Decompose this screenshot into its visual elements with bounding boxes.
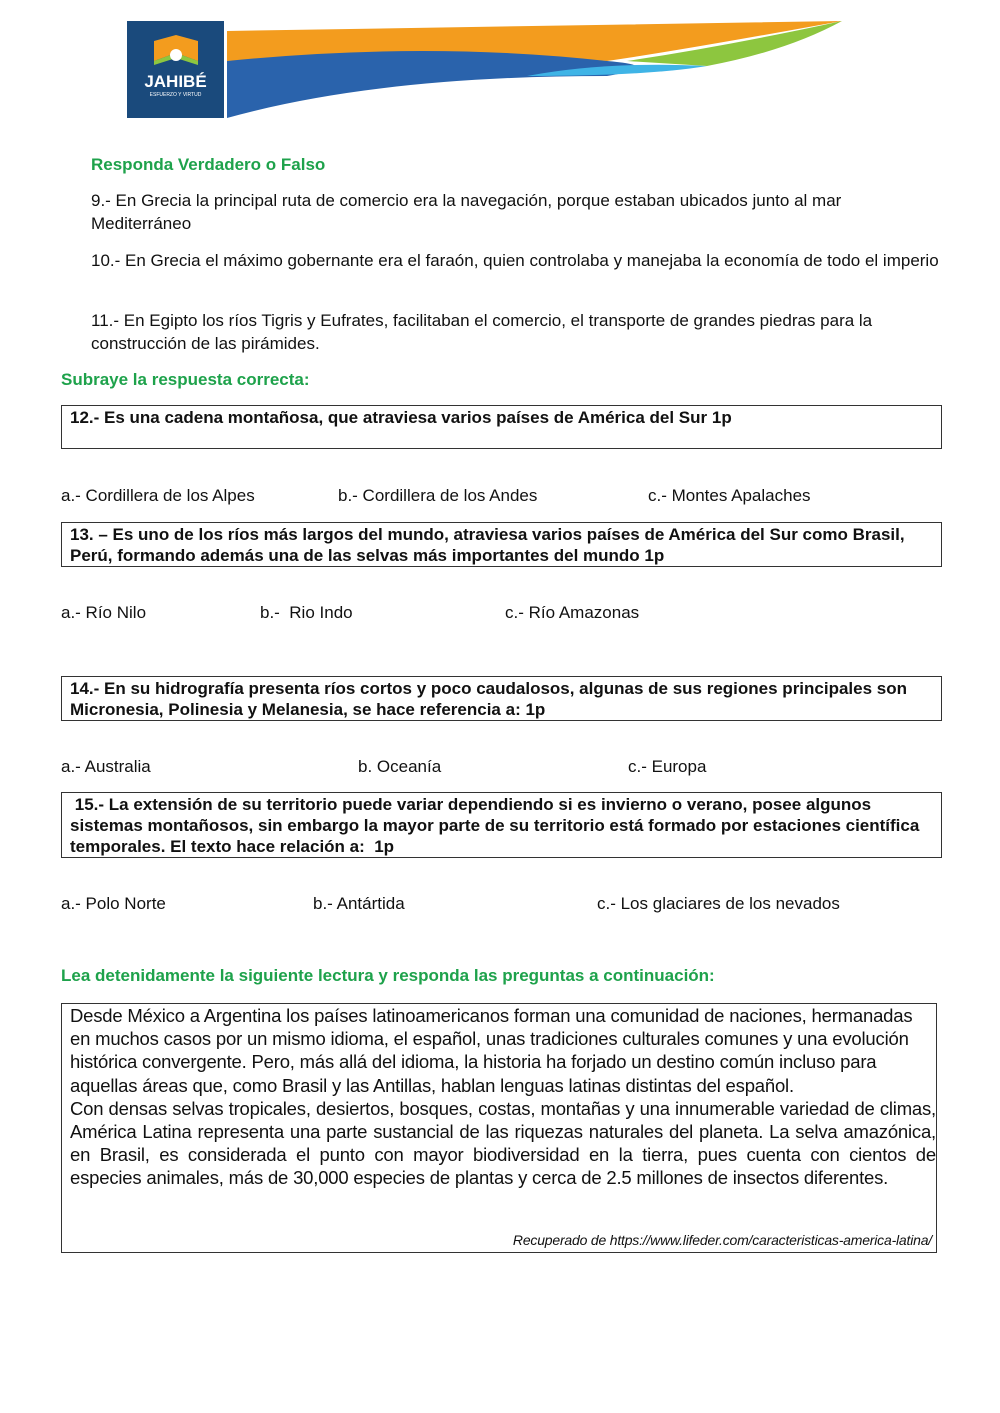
section-title-true-false: Responda Verdadero o Falso [91, 155, 326, 174]
header-banner [127, 21, 842, 118]
reading-paragraph: Con densas selvas tropicales, desiertos, bosques, costas, montañas y una innumerable variedad de climas, América Latina representa una parte sustancial de las riquezas naturales del planeta. La selva amazónica, en Brasil, es considerada el punto con mayor biodiversidad en la tierra, pues cuenta con cientos de especies animales, más de 30,000 especies de plantas y cerca de 2.5 millones de insectos diferentes. [70, 1097, 936, 1189]
source-citation: Recuperado de https://www.lifeder.com/caracteristicas-america-latina/ [512, 1231, 932, 1248]
question-box-15: 15.- La extensión de su territorio puede variar dependiendo si es invierno o verano, posee algunos sistemas montañosos, sin embargo la mayor parte de su territorio está formado por estaciones científica temporales. El texto hace relación a: 1p [61, 792, 942, 858]
reading-paragraph: Desde México a Argentina los países latinoamericanos forman una comunidad de naciones, hermanadas en muchos casos por un mismo idioma, el español, unas tradiciones culturales comunes y una evolución histórica convergente. Pero, más allá del idioma, la historia ha forjado un destino común incluso para aquellas áreas que, como Brasil y las Antillas, hablan lenguas latinas distintas del español. [70, 1005, 913, 1096]
answer-option[interactable]: c.- Los glaciares de los nevados [597, 894, 840, 913]
answer-option[interactable]: b.- Cordillera de los Andes [338, 486, 538, 505]
logo-text: JAHIBÉ [144, 72, 207, 91]
section-title-underline: Subraye la respuesta correcta: [61, 370, 310, 389]
reading-passage-box [61, 1003, 937, 1253]
true-false-item: 11.- En Egipto los ríos Tigris y Eufrates, facilitaban el comercio, el transporte de grandes piedras para la construcción de las pirámides. [91, 311, 873, 353]
section-title-reading: Lea detenidamente la siguiente lectura y responda las preguntas a continuación: [61, 966, 715, 985]
book-sun-icon [146, 31, 206, 71]
answer-option[interactable]: a.- Cordillera de los Alpes [61, 486, 255, 505]
answer-option[interactable]: c.- Europa [628, 757, 707, 776]
answer-option[interactable]: a.- Río Nilo [61, 603, 147, 622]
question-box-13: 13. – Es uno de los ríos más largos del mundo, atraviesa varios países de América del Sur como Brasil, Perú, formando además una de las selvas más importantes del mundo 1p [61, 522, 942, 567]
decorative-waves [227, 21, 842, 118]
true-false-item: 9.- En Grecia la principal ruta de comercio era la navegación, porque estaban ubicados junto al mar Mediterráneo [91, 191, 842, 233]
answer-option[interactable]: b. Oceanía [358, 757, 442, 776]
answer-option[interactable]: a.- Polo Norte [61, 894, 166, 913]
answer-option[interactable]: c.- Río Amazonas [505, 603, 640, 622]
answer-option[interactable]: c.- Montes Apalaches [648, 486, 811, 505]
school-logo [127, 21, 224, 118]
answer-option[interactable]: b.- Antártida [313, 894, 405, 913]
answer-option[interactable]: a.- Australia [61, 757, 151, 776]
answer-option[interactable]: b.- Rio Indo [260, 603, 353, 622]
true-false-item: 10.- En Grecia el máximo gobernante era el faraón, quien controlaba y manejaba la economía de todo el imperio [91, 251, 939, 270]
question-box-12: 12.- Es una cadena montañosa, que atraviesa varios países de América del Sur 1p [61, 405, 942, 449]
logo-tagline: ESFUERZO Y VIRTUD [149, 92, 202, 98]
question-box-14: 14.- En su hidrografía presenta ríos cortos y poco caudalosos, algunas de sus regiones principales son Micronesia, Polinesia y Melanesia, se hace referencia a: 1p [61, 676, 942, 721]
